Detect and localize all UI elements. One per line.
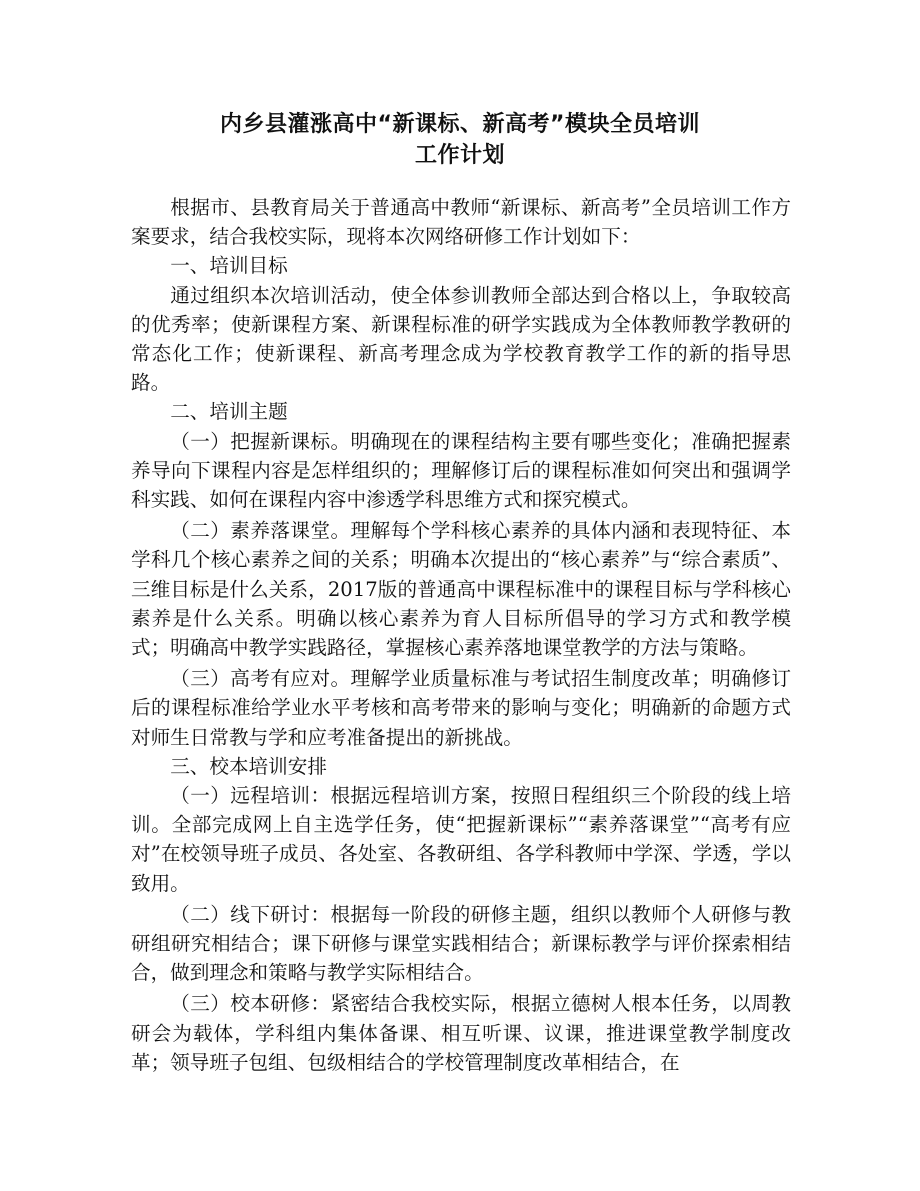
intro-paragraph: 根据市、县教育局关于普通高中教师“新课标、新高考”全员培训工作方案要求，结合我校实际，现将本次网络研修工作计划如下：: [131, 196, 791, 249]
document-subtitle: 工作计划: [414, 143, 505, 168]
section-heading-themes: 二、培训主题: [170, 400, 288, 424]
arrangement-paragraph-2: （二）线下研讨：根据每一阶段的研修主题，组织以教师个人研修与教研组研究相结合；课下研修与课堂实践相结合；新课标教学与评价探索相结合，做到理念和策略与教学实际相结合。: [131, 902, 791, 985]
arrangement-paragraph-1: （一）远程培训：根据远程培训方案，按照日程组织三个阶段的线上培训。全部完成网上自主选学任务，使“把握新课标”“素养落课堂”“高考有应对”在校领导班子成员、各处室、各教研组、各学科教师中学深、学透，学以致用。: [131, 784, 791, 895]
section-heading-goals: 一、培训目标: [170, 254, 288, 278]
arrangement-paragraph-3: （三）校本研修：紧密结合我校实际，根据立德树人根本任务，以周教研会为载体，学科组内集体备课、相互听课、议课，推进课堂教学制度改革；领导班子包组、包级相结合的学校管理制度改革相结合，在: [131, 992, 791, 1074]
theme-paragraph-1: （一）把握新课标。明确现在的课程结构主要有哪些变化；准确把握素养导向下课程内容是怎样组织的；理解修订后的课程标准如何突出和强调学科实践、如何在课程内容中渗透学科思维方式和探究模式。: [131, 429, 791, 512]
document-body: [131, 193, 791, 1077]
section-heading-arrangement: 三、校本培训安排: [170, 754, 327, 778]
theme-paragraph-3: （三）高考有应对。理解学业质量标准与考试招生制度改革；明确修订后的课程标准给学业水平考核和高考带来的影响与变化；明确新的命题方式对师生日常教与学和应考准备提出的新挑战。: [131, 667, 791, 749]
document-title: 内乡县灌涨高中“新课标、新高考”模块全员培训: [220, 112, 700, 137]
theme-paragraph-2: （二）素养落课堂。理解每个学科核心素养的具体内涵和表现特征、本学科几个核心素养之间的关系；明确本次提出的“核心素养”与“综合素质”、三维目标是什么关系，2017版的普通高中课程标准中的课程目标与学科核心素养是什么关系。明确以核心素养为育人目标所倡导的学习方式和教学模式；明确高中教学实践路径，掌握核心素养落地课堂教学的方法与策略。: [131, 519, 791, 660]
goals-paragraph: 通过组织本次培训活动，使全体参训教师全部达到合格以上，争取较高的优秀率；使新课程方案、新课程标准的研学实践成为全体教师教学教研的常态化工作；使新课程、新高考理念成为学校教育教学工作的新的指导思路。: [131, 283, 791, 395]
